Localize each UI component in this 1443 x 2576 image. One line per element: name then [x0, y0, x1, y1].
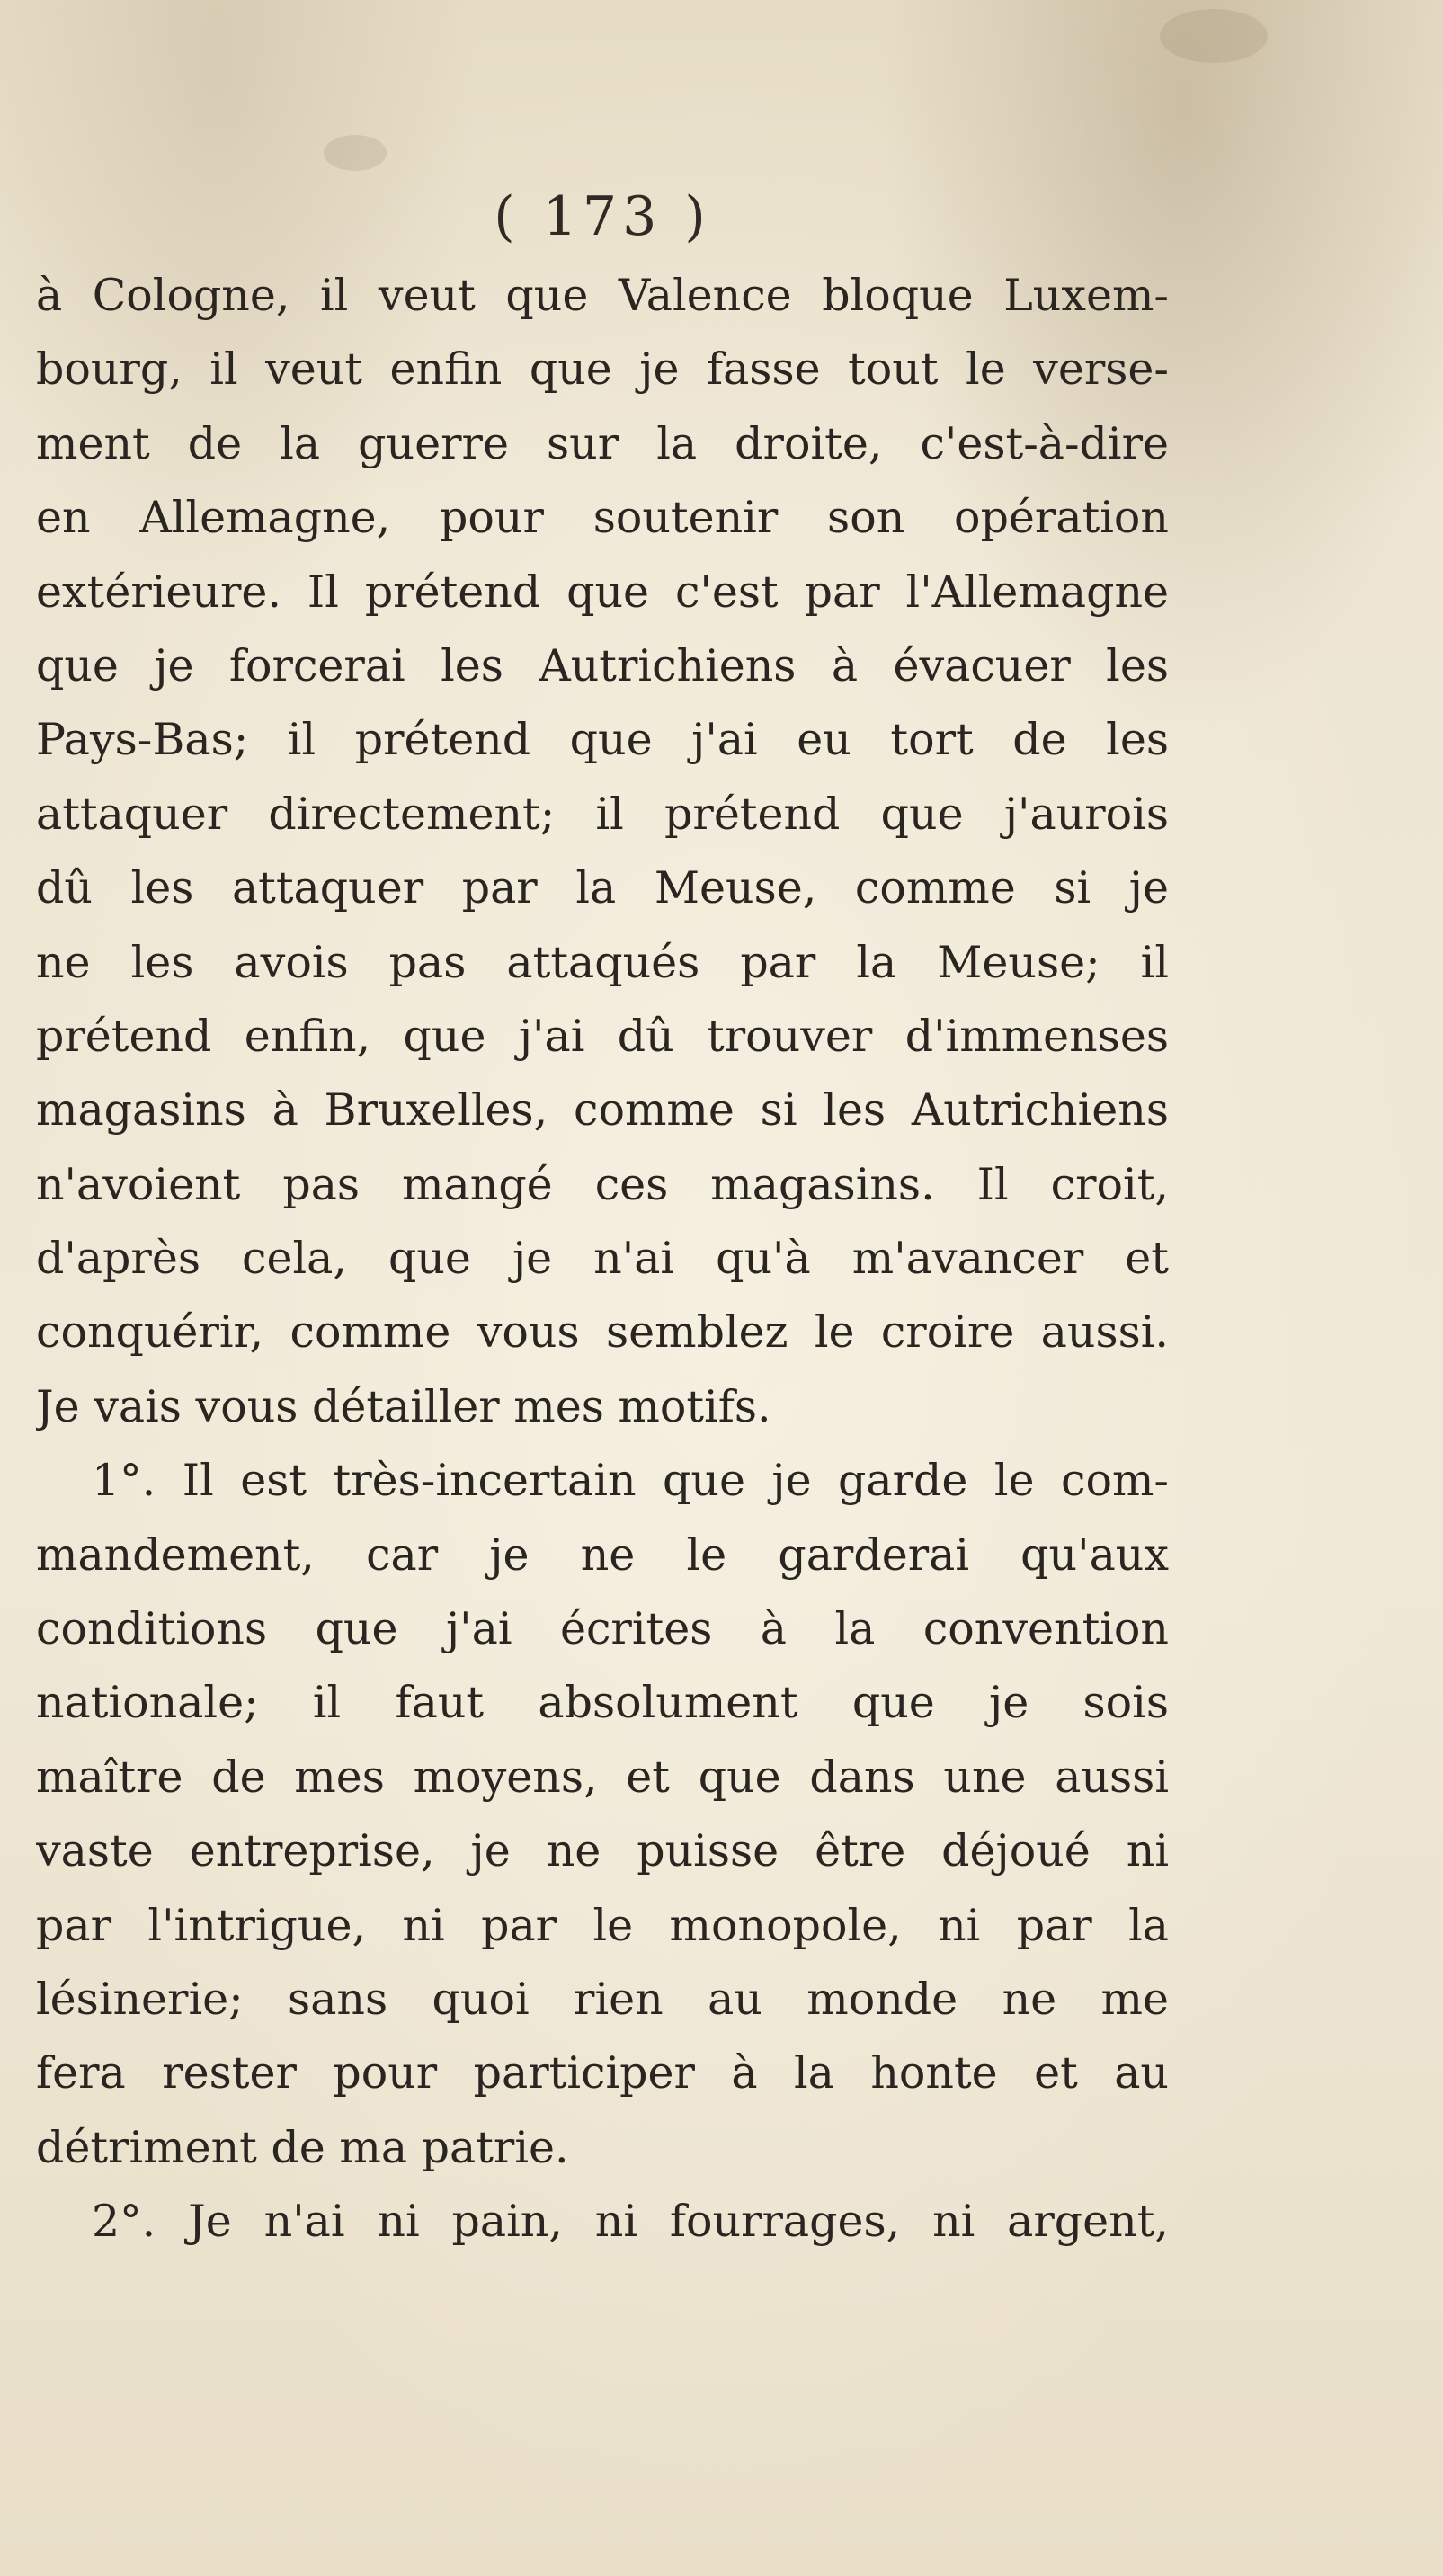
text-line: détriment de ma patrie.: [36, 2121, 569, 2173]
text-line: prétend enfin, que j'ai dû trouver d'immenses: [36, 1010, 1169, 1062]
text-line: Je vais vous détailler mes motifs.: [36, 1380, 771, 1432]
text-line: maître de mes moyens, et que dans une aussi: [36, 1751, 1169, 1803]
text-line: fera rester pour participer à la honte et au: [36, 2047, 1169, 2099]
text-line: dû les attaquer par la Meuse, comme si je: [36, 862, 1169, 914]
text-line: en Allemagne, pour soutenir son opération: [36, 492, 1169, 544]
text-line: 1°. Il est très-incertain que je garde le com-: [92, 1455, 1169, 1507]
text-line: conditions que j'ai écrites à la convention: [36, 1603, 1169, 1655]
text-line: n'avoient pas mangé ces magasins. Il croit,: [36, 1158, 1169, 1210]
text-line: que je forcerai les Autrichiens à évacuer les: [36, 639, 1169, 691]
text-line: à Cologne, il veut que Valence bloque Luxem-: [36, 270, 1169, 321]
text-line: mandement, car je ne le garderai qu'aux: [36, 1529, 1169, 1581]
text-line: ne les avois pas attaqués par la Meuse; il: [36, 936, 1169, 988]
paper-stain: [1160, 9, 1268, 63]
text-line: par l'intrigue, ni par le monopole, ni par la: [36, 1899, 1169, 1951]
text-line: ment de la guerre sur la droite, c'est-à-dire: [36, 417, 1169, 469]
page-number: ( 173 ): [494, 185, 711, 248]
text-line: conquérir, comme vous semblez le croire aussi.: [36, 1306, 1169, 1359]
text-line: d'après cela, que je n'ai qu'à m'avancer et: [36, 1233, 1169, 1285]
text-line: magasins à Bruxelles, comme si les Autrichiens: [36, 1084, 1169, 1136]
text-line: nationale; il faut absolument que je sois: [36, 1677, 1169, 1729]
paper-stain: [324, 135, 387, 171]
text-line: lésinerie; sans quoi rien au monde ne me: [36, 1973, 1169, 2025]
text-line: attaquer directement; il prétend que j'aurois: [36, 788, 1169, 840]
text-line: bourg, il veut enfin que je fasse tout le verse-: [36, 343, 1169, 396]
text-line: 2°. Je n'ai ni pain, ni fourrages, ni argent,: [92, 2196, 1169, 2248]
text-line: extérieure. Il prétend que c'est par l'Allemagne: [36, 566, 1169, 618]
text-line: vaste entreprise, je ne puisse être déjoué ni: [36, 1825, 1169, 1877]
text-line: Pays-Bas; il prétend que j'ai eu tort de les: [36, 714, 1169, 766]
body-text: [36, 259, 1169, 2260]
